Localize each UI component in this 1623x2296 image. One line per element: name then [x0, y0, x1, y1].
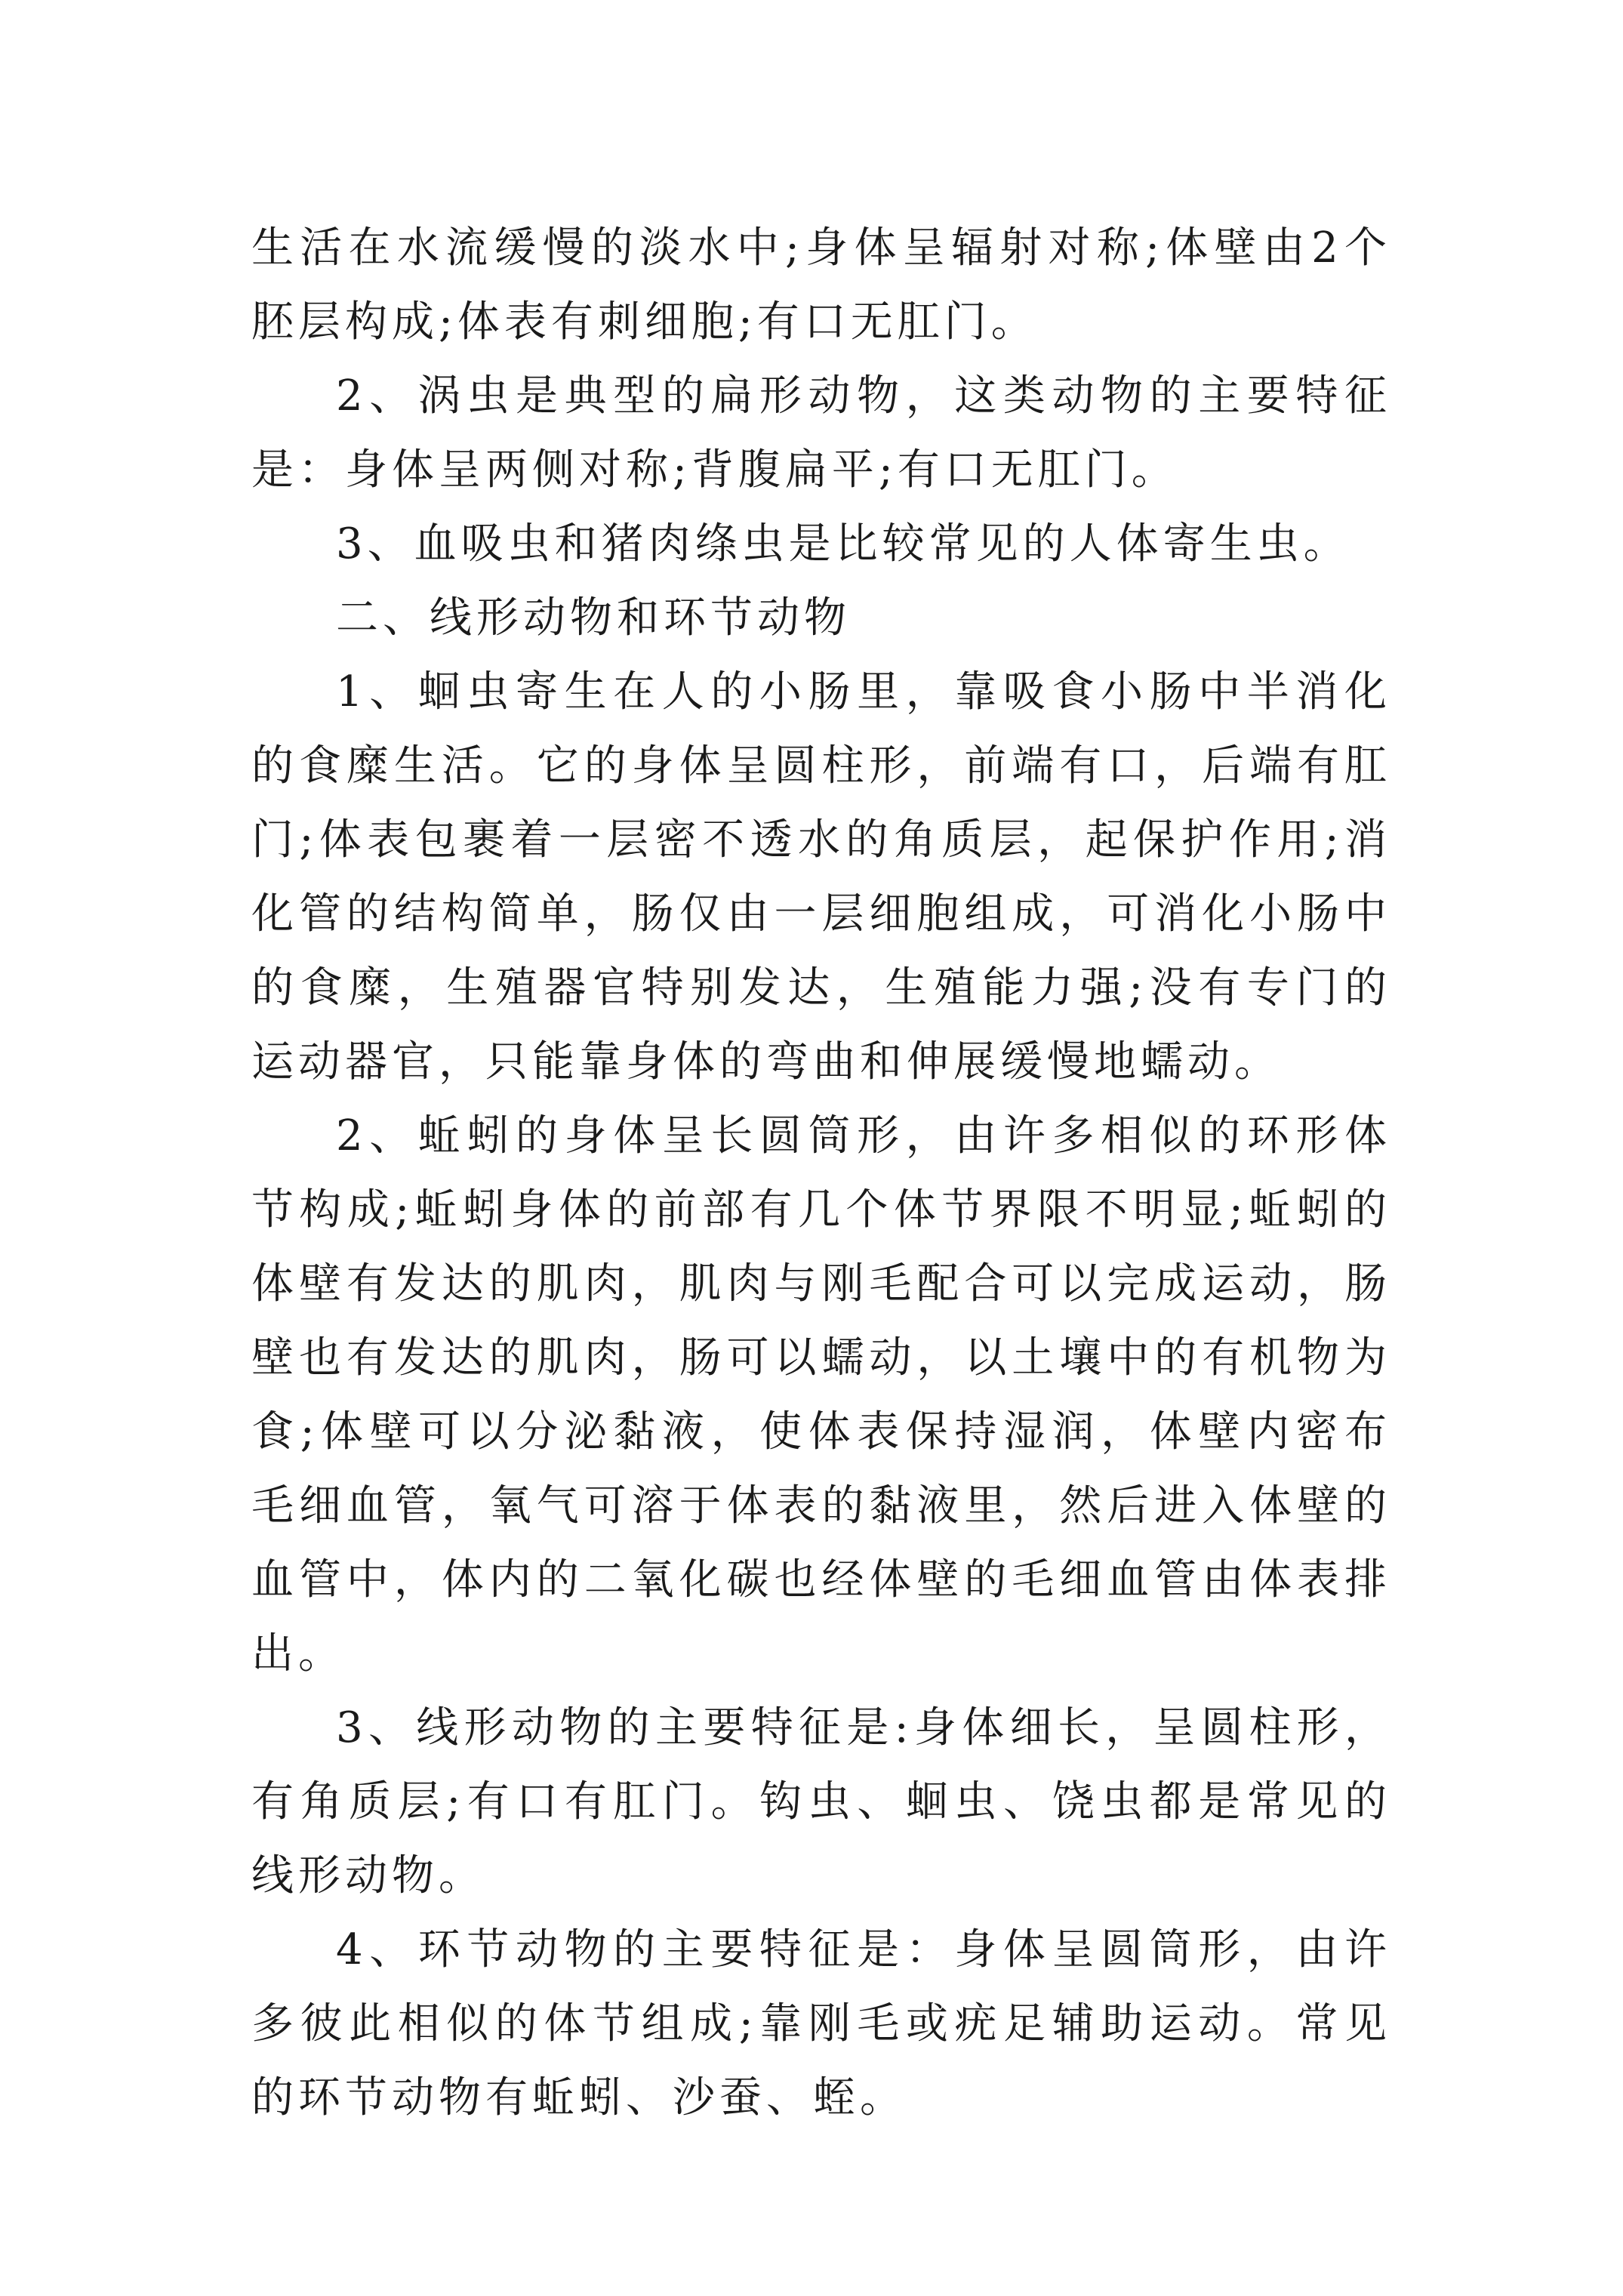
paragraph-parasites: 3、血吸虫和猪肉绦虫是比较常见的人体寄生虫。: [336, 519, 1350, 569]
paragraph-annelid-features: 4、环节动物的主要特征是：身体呈圆筒形，由许多彼此相似的体节组成;靠刚毛或疣足辅助运动。常见的环节动物有蚯蚓、沙蚕、蛭。: [251, 1925, 1391, 2122]
document-body: [251, 211, 1391, 2135]
paragraph-continued: 生活在水流缓慢的淡水中;身体呈辐射对称;体壁由2个胚层构成;体表有刺细胞;有口无肛门。: [251, 223, 1391, 347]
paragraph-earthworm: 2、蚯蚓的身体呈长圆筒形，由许多相似的环形体节构成;蚯蚓身体的前部有几个体节界限不明显;蚯蚓的体壁有发达的肌肉，肌肉与刚毛配合可以完成运动，肠壁也有发达的肌肉，肠可以蠕动，以土壤中的有机物为食;体壁可以分泌黏液，使体表保持湿润，体壁内密布毛细血管，氧气可溶于体表的黏液里，然后进入体壁的血管中，体内的二氧化碳也经体壁的毛细血管由体表排出。: [251, 1111, 1391, 1678]
paragraph-planarian: 2、涡虫是典型的扁形动物，这类动物的主要特征是：身体呈两侧对称;背腹扁平;有口无肛门。: [251, 371, 1391, 495]
paragraph-nematode-features: 3、线形动物的主要特征是:身体细长，呈圆柱形，有角质层;有口有肛门。钩虫、蛔虫、饶虫都是常见的线形动物。: [251, 1703, 1391, 1900]
paragraph-roundworm: 1、蛔虫寄生在人的小肠里，靠吸食小肠中半消化的食糜生活。它的身体呈圆柱形，前端有口，后端有肛门;体表包裹着一层密不透水的角质层，起保护作用;消化管的结构简单，肠仅由一层细胞组成，可消化小肠中的食糜，生殖器官特别发达，生殖能力强;没有专门的运动器官，只能靠身体的弯曲和伸展缓慢地蠕动。: [251, 667, 1391, 1086]
section-heading: 二、线形动物和环节动物: [336, 593, 851, 643]
